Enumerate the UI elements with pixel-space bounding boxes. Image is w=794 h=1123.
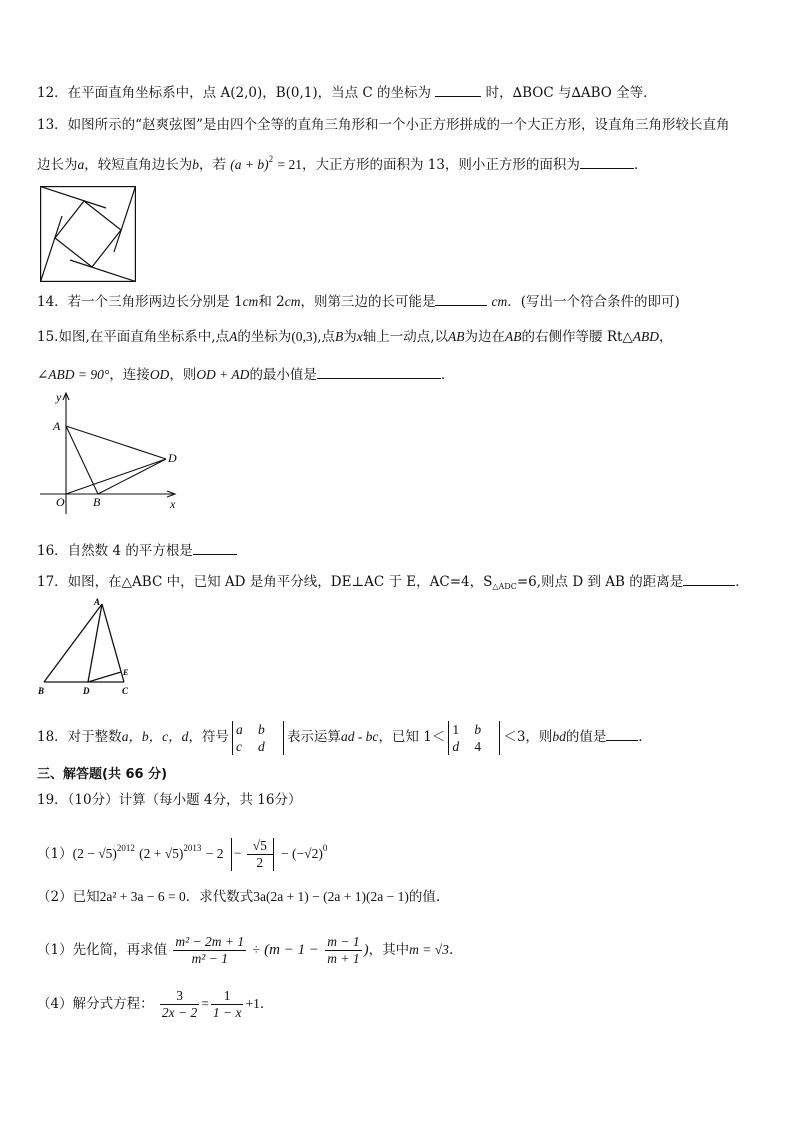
eq-21: = 21 [277, 157, 302, 172]
var-B: B [334, 329, 344, 344]
q13-text: ，大正方形的面积为 13，则小正方形的面积为 [301, 157, 580, 173]
term: (2 + √5) [139, 846, 184, 861]
equation: 2a² + 3a − 6 = 0 [99, 889, 186, 904]
q18-text: ，已知 1＜ [378, 729, 446, 745]
q17-text: 17．如图，在△ABC 中，已知 AD 是角平分线，DE⊥AC 于 E，AC=4，S [37, 574, 493, 590]
paren-open: (m − 1 − [264, 942, 319, 958]
q17-end: ． [735, 574, 749, 590]
q12-text: 12．在平面直角坐标系中，点 A(2,0)，B(0,1)，当点 C 的坐标为 [37, 85, 432, 101]
paren-close: ) [363, 942, 369, 958]
q19-text: ，其中 [368, 942, 410, 958]
angle-ABD: ∠ABD = 90° [37, 367, 110, 382]
q19-text: 的值. [408, 889, 441, 905]
q17-text: =6,则点 D 到 AB 的距离是 [516, 574, 684, 590]
question-14 [37, 291, 680, 311]
bisector-AD [88, 604, 102, 682]
var-AB: AB [505, 329, 522, 344]
perpendicular-DE [88, 672, 121, 682]
q15-text: 的右侧作等腰 Rt [521, 329, 623, 345]
answer-blank [580, 154, 634, 169]
side-AC [102, 604, 124, 682]
answer-blank [193, 540, 237, 555]
answer-blank [435, 82, 481, 97]
hypotenuse-line [41, 187, 106, 208]
q19-text: ．求代数式 [185, 889, 254, 905]
label-B: B [93, 495, 101, 509]
var-OD: OD [149, 367, 170, 382]
label-A: A [94, 597, 101, 607]
label-B: B [38, 686, 45, 696]
answer-blank [683, 571, 735, 586]
determinant-abcd: a b c d [232, 721, 284, 755]
part-label: （4）解分式方程： [37, 996, 154, 1012]
label-O: O [56, 495, 65, 509]
answer-blank [435, 291, 487, 306]
hypotenuse-line [70, 260, 135, 281]
expr-a-plus-b: (a + b) [230, 157, 269, 172]
var-bd: bd [552, 729, 566, 744]
hypotenuse-line [114, 187, 135, 252]
expression: 3a(2a + 1) − (2a + 1)(2a − 1) [253, 889, 409, 904]
q18-text: ，符号 [188, 729, 229, 745]
q15-text: 轴上一动点,以 [362, 329, 449, 345]
unit-cm: cm [242, 294, 259, 309]
q13-text: ，较短直角边长为 [84, 157, 193, 173]
fraction: $\frac{√5}{2}$ [247, 838, 269, 871]
question-17 [37, 571, 749, 596]
question-15-line2 [37, 364, 454, 384]
q19-part4 [37, 984, 273, 1024]
q16-text: 16．自然数 4 的平方根是 [37, 543, 193, 559]
term: (2 − √5) [72, 846, 117, 861]
segment-AB [66, 426, 98, 494]
term: − (−√2) [281, 846, 323, 861]
label-A: A [53, 419, 61, 433]
exponent: 2013 [183, 843, 202, 853]
part-label: （1）先化简，再求值 [37, 942, 168, 958]
exponent: 2 [268, 154, 274, 164]
expr-OD-plus-AD: OD + AD [196, 367, 250, 382]
exponent: 0 [322, 843, 328, 853]
label-x: x [170, 497, 176, 511]
q13-text: 边长为 [37, 157, 78, 173]
term: − 2 [205, 846, 224, 861]
unit-cm: cm [284, 294, 301, 309]
label-D: D [168, 451, 177, 465]
label-y: y [56, 390, 62, 404]
equals-sign: = [201, 996, 209, 1011]
q13-text: ，若 [199, 157, 226, 173]
expr-ad-bc: ad - bc [340, 729, 379, 744]
question-16 [37, 540, 237, 560]
side-AB [44, 604, 102, 682]
hypotenuse-line [41, 216, 62, 281]
coord-A: (0,3) [291, 329, 318, 344]
var-a: a [77, 157, 85, 172]
question-12 [37, 82, 657, 102]
q15-text: ，则 [169, 367, 197, 383]
q18-end: ． [638, 729, 652, 745]
q15-end: ． [440, 367, 455, 383]
q14-text: ．(写出一个符合条件的即可) [507, 294, 680, 310]
segment-OD [66, 459, 166, 494]
q18-text: 的值是 [565, 729, 607, 745]
section-heading: 三、解答题(共 66 分) [37, 767, 168, 782]
answer-blank [317, 364, 441, 379]
question-15-line1 [37, 328, 673, 346]
q18-text: 表示运算 [286, 729, 341, 745]
triangle-figure [36, 596, 136, 698]
q15-text: ,点 [317, 329, 335, 345]
var-A: A [229, 329, 238, 344]
q19-text: . [448, 942, 454, 958]
q19-part2 [37, 888, 440, 906]
subscript-ADC: △ADC [492, 582, 517, 591]
question-18 [37, 716, 652, 758]
fraction: $\frac{1}{1 - x}$ [212, 988, 242, 1020]
absolute-value: − $\frac{√5}{2}$ [231, 838, 274, 871]
determinant-1bd4: 1 b d 4 [448, 721, 500, 755]
segment-BD [98, 459, 166, 494]
triangle-ABD: △ABD [622, 329, 660, 344]
q15-text: 15.如图,在平面直角坐标系中,点 [37, 329, 230, 345]
zhao-shuang-figure [40, 186, 136, 282]
q19-part3 [37, 930, 453, 970]
segment-AD [66, 426, 166, 459]
part-label: （2）已知 [37, 889, 100, 905]
q19-text: +1． [245, 996, 274, 1011]
q15-text: 为边在 [464, 329, 506, 345]
fraction: $\frac{3}{2x - 2}$ [161, 988, 198, 1020]
q18-text: ＜3，则 [503, 729, 553, 745]
label-D: D [83, 686, 90, 696]
coordinate-figure [36, 388, 186, 516]
question-13-line2 [37, 150, 647, 174]
value-m: m = √3 [409, 942, 449, 957]
q15-text: 的坐标为 [237, 329, 292, 345]
q15-text: ，连接 [109, 367, 150, 383]
question-19-title: 19．（10分）计算（每小题 4分，共 16分） [37, 792, 302, 808]
divide-sign: ÷ [252, 942, 260, 957]
q15-text: 为 [343, 329, 357, 345]
var-x: x [356, 329, 363, 344]
question-13-line1: 13．如图所示的“赵爽弦图”是由四个全等的直角三角形和一个小正方形拼成的一个大正方形，设直角三角形较长直角 [37, 117, 730, 133]
q14-text: 和 2 [258, 294, 285, 310]
q15-text: 的最小值是 [249, 367, 317, 383]
part-label: （1） [37, 846, 73, 862]
q12-text-end: 时，∆BOC 与∆ABO 全等． [485, 85, 657, 101]
q13-end: ． [633, 157, 648, 173]
fraction: $\frac{\text{m² − 2m + 1}}{\text{m² − 1}}$ [175, 934, 245, 966]
var-AB: AB [448, 329, 465, 344]
q15-text: ， [659, 329, 673, 345]
answer-blank [606, 726, 638, 741]
q18-text: 18．对于整数 [37, 729, 122, 745]
unit-cm: cm [491, 294, 508, 309]
fraction: $\frac{m - 1}{m + 1}$ [327, 934, 360, 966]
outer-square [41, 187, 136, 282]
label-C: C [122, 686, 129, 696]
label-E: E [123, 668, 129, 677]
vars-abcd: a，b，c，d [121, 729, 189, 744]
inner-square [55, 201, 121, 267]
q19-part1 [37, 826, 327, 876]
q14-text: 14．若一个三角形两边长分别是 1 [37, 294, 243, 310]
q14-text: ，则第三边的长可能是 [300, 294, 436, 310]
exponent: 2012 [116, 843, 135, 853]
var-b: b [192, 157, 199, 172]
